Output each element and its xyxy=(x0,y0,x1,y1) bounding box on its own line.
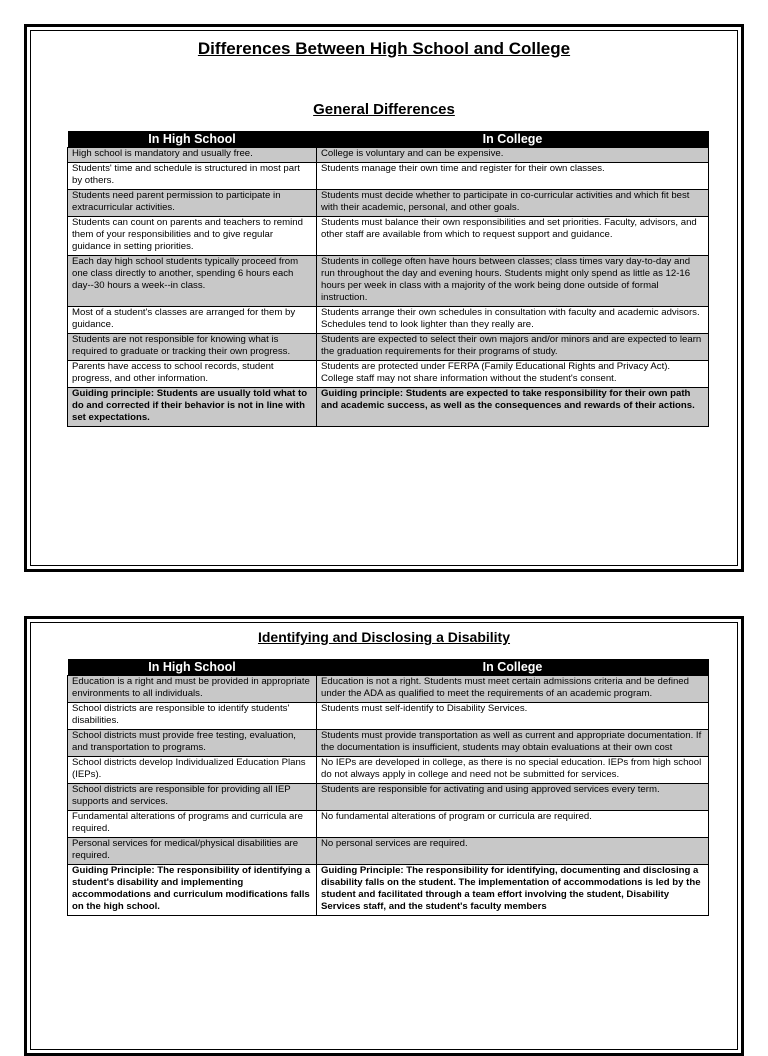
cell-high-school: Fundamental alterations of programs and curricula are required. xyxy=(68,811,317,838)
cell-high-school: Students' time and schedule is structured in most part by others. xyxy=(68,163,317,190)
disability-panel xyxy=(24,616,744,1056)
column-header-high-school: In High School xyxy=(68,659,317,676)
cell-college: Education is not a right. Students must meet certain admissions criteria and be defined under the ADA as qualified to meet the requirements of an academic program. xyxy=(317,676,709,703)
table-row xyxy=(68,307,709,334)
section-title-general-differences: General Differences xyxy=(313,101,455,118)
table-row xyxy=(68,757,709,784)
cell-college: Students must self-identify to Disability Services. xyxy=(317,703,709,730)
table-row xyxy=(68,784,709,811)
cell-college: Students are expected to select their own majors and/or minors and are expected to learn the graduation requirements for their programs of study. xyxy=(317,334,709,361)
cell-high-school: Education is a right and must be provided in appropriate environments to all individuals. xyxy=(68,676,317,703)
table-row xyxy=(68,703,709,730)
table-row xyxy=(68,256,709,307)
cell-college: Students must provide transportation as well as current and appropriate documentation. If the documentation is insufficient, students may obtain evaluations at their own cost xyxy=(317,730,709,757)
table-header-row xyxy=(68,659,709,676)
cell-high-school: Guiding Principle: The responsibility of identifying a student's disability and implementing accommodations and curriculum modifications falls on the high school. xyxy=(68,865,317,916)
cell-high-school: Students can count on parents and teachers to remind them of your responsibilities and to give regular guidance in setting priorities. xyxy=(68,217,317,256)
cell-college: Students must decide whether to participate in co-curricular activities and which fit best with their academic, personal, and other goals. xyxy=(317,190,709,217)
table-row xyxy=(68,676,709,703)
cell-college: Guiding principle: Students are expected to take responsibility for their own path and academic success, as well as the consequences and rewards of their actions. xyxy=(317,388,709,427)
document-title: Differences Between High School and College xyxy=(197,39,571,58)
disability-rows xyxy=(68,676,709,916)
general-differences-rows xyxy=(68,148,709,427)
cell-high-school: School districts develop Individualized Education Plans (IEPs). xyxy=(68,757,317,784)
cell-high-school: Guiding principle: Students are usually told what to do and corrected if their behavior is not in line with set expectations. xyxy=(68,388,317,427)
table-row xyxy=(68,865,709,916)
column-header-high-school: In High School xyxy=(68,131,317,148)
cell-high-school: School districts are responsible for providing all IEP supports and services. xyxy=(68,784,317,811)
section-title-disability: Identifying and Disclosing a Disability xyxy=(257,629,511,645)
cell-college: No fundamental alterations of program or curricula are required. xyxy=(317,811,709,838)
cell-high-school: Students need parent permission to participate in extracurricular activities. xyxy=(68,190,317,217)
table-row xyxy=(68,217,709,256)
table-row xyxy=(68,190,709,217)
column-header-college: In College xyxy=(317,131,709,148)
table-row xyxy=(68,811,709,838)
table-row xyxy=(68,163,709,190)
cell-high-school: Parents have access to school records, student progress, and other information. xyxy=(68,361,317,388)
cell-college: Students manage their own time and register for their own classes. xyxy=(317,163,709,190)
general-differences-panel xyxy=(24,24,744,572)
table-row xyxy=(68,148,709,163)
cell-high-school: Each day high school students typically proceed from one class directly to another, spending 6 hours each day--30 hours a week--in class. xyxy=(68,256,317,307)
cell-high-school: Most of a student's classes are arranged for them by guidance. xyxy=(68,307,317,334)
cell-college: College is voluntary and can be expensive. xyxy=(317,148,709,163)
table-header-row xyxy=(68,131,709,148)
disability-table xyxy=(67,659,709,916)
cell-high-school: School districts must provide free testing, evaluation, and transportation to programs. xyxy=(68,730,317,757)
cell-college: Students must balance their own responsibilities and set priorities. Faculty, advisors, and other staff are available from which to request support and guidance. xyxy=(317,217,709,256)
cell-college: Guiding Principle: The responsibility for identifying, documenting and disclosing a disability falls on the student. The implementation of accommodations is led by the student and facilitated through a team effort involving the student, Disability Services staff, and the student's faculty members xyxy=(317,865,709,916)
cell-college: Students in college often have hours between classes; class times vary day-to-day and run throughout the day and evening hours. Students might only spend as little as 12-16 hours per week in class with a majority of the work being done outside of formal instruction. xyxy=(317,256,709,307)
table-row xyxy=(68,838,709,865)
cell-high-school: Personal services for medical/physical disabilities are required. xyxy=(68,838,317,865)
table-row xyxy=(68,388,709,427)
cell-college: Students are protected under FERPA (Family Educational Rights and Privacy Act). College staff may not share information without the student's consent. xyxy=(317,361,709,388)
table-row xyxy=(68,361,709,388)
cell-high-school: Students are not responsible for knowing what is required to graduate or tracking their own progress. xyxy=(68,334,317,361)
general-differences-table xyxy=(67,131,709,427)
cell-college: No personal services are required. xyxy=(317,838,709,865)
cell-high-school: School districts are responsible to identify students' disabilities. xyxy=(68,703,317,730)
cell-college: Students arrange their own schedules in consultation with faculty and academic advisors. Schedules tend to look lighter than they really are. xyxy=(317,307,709,334)
table-row xyxy=(68,334,709,361)
cell-high-school: High school is mandatory and usually free. xyxy=(68,148,317,163)
column-header-college: In College xyxy=(317,659,709,676)
table-row xyxy=(68,730,709,757)
cell-college: Students are responsible for activating and using approved services every term. xyxy=(317,784,709,811)
cell-college: No IEPs are developed in college, as there is no special education. IEPs from high school do not always apply in college and need not be submitted for services. xyxy=(317,757,709,784)
